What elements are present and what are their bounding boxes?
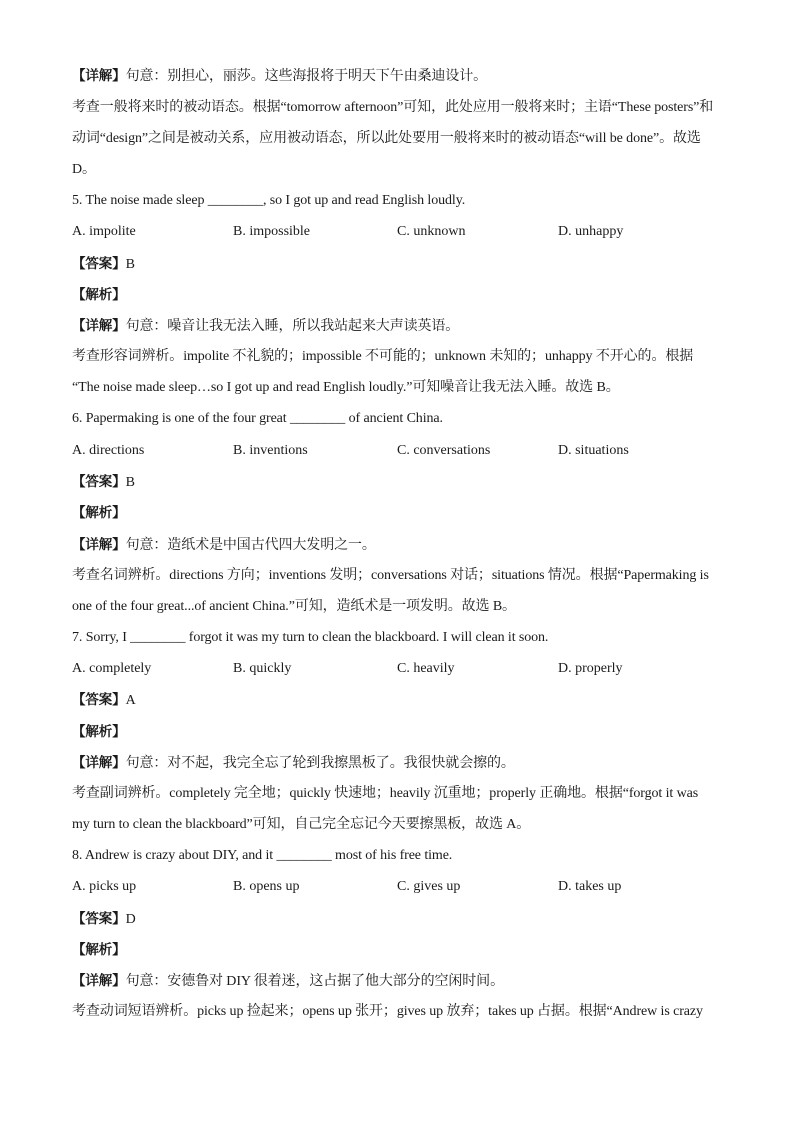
explanation-line: D。 [72,162,96,177]
detail-line-q6 [72,535,724,556]
option-d: D. unhappy [558,224,624,239]
answer-value: A [125,693,136,708]
detail-text: 句意：安德鲁对 DIY 很着迷，这占据了他大部分的空闲时间。 [125,974,504,989]
analysis-tag: 【解析】 [72,505,126,521]
explanation-line: “The noise made sleep…so I got up and read English loudly.”可知噪音让我无法入睡。故选 B。 [72,380,620,395]
option-d: D. properly [558,661,623,676]
explanation-line: 考查形容词辨析。impolite 不礼貌的；impossible 不可能的；unknown 未知的；unhappy 不开心的。根据 [72,349,694,364]
explanation-line: 动词“design”之间是被动关系，应用被动语态，所以此处要用一般将来时的被动语态“will be done”。故选 [72,131,701,146]
options-q5 [72,222,732,242]
option-c: C. gives up [397,879,461,894]
detail-tag: 【详解】 [72,318,126,334]
question-8: 8. Andrew is crazy about DIY, and it ________ most of his free time. [72,848,453,863]
option-b: B. quickly [233,661,292,676]
option-a: A. impolite [72,224,136,239]
option-a: A. completely [72,661,152,676]
detail-line-q4 [72,66,724,87]
answer-tag: 【答案】 [72,474,126,490]
answer-line-q8 [72,909,724,930]
option-a: A. picks up [72,879,137,894]
answer-value: B [125,475,135,490]
explanation-line: 考查一般将来时的被动语态。根据“tomorrow afternoon”可知，此处应用一般将来时；主语“These posters”和 [72,100,714,115]
detail-text: 句意：别担心，丽莎。这些海报将于明天下午由桑迪设计。 [125,69,488,84]
analysis-heading-q8 [72,940,724,961]
analysis-tag: 【解析】 [72,287,126,303]
analysis-heading-q7 [72,722,724,743]
detail-text: 句意：对不起，我完全忘了轮到我擦黑板了。我很快就会擦的。 [125,756,515,771]
analysis-tag: 【解析】 [72,942,126,958]
question-7: 7. Sorry, I ________ forgot it was my turn to clean the blackboard. I will clean it soon. [72,630,549,645]
option-c: C. heavily [397,661,455,676]
answer-tag: 【答案】 [72,692,126,708]
answer-line-q6 [72,472,724,493]
question-6: 6. Papermaking is one of the four great ________ of ancient China. [72,411,443,426]
option-b: B. impossible [233,224,311,239]
analysis-heading-q6 [72,503,724,524]
option-c: C. conversations [397,443,491,458]
explanation-line: 考查动词短语辨析。picks up 捡起来；opens up 张开；gives up 放弃；takes up 占据。根据“Andrew is crazy [72,1004,703,1019]
option-a: A. directions [72,443,145,458]
explanation-line: my turn to clean the blackboard”可知，自己完全忘记今天要擦黑板，故选 A。 [72,817,531,832]
options-q6 [72,441,732,461]
detail-tag: 【详解】 [72,755,126,771]
detail-line-q5 [72,316,724,337]
detail-tag: 【详解】 [72,68,126,84]
analysis-tag: 【解析】 [72,724,126,740]
detail-tag: 【详解】 [72,973,126,989]
detail-line-q8 [72,971,724,992]
answer-tag: 【答案】 [72,256,126,272]
detail-tag: 【详解】 [72,537,126,553]
option-c: C. unknown [397,224,466,239]
explanation-line: 考查副词辨析。completely 完全地；quickly 快速地；heavily 沉重地；properly 正确地。根据“forgot it was [72,786,699,801]
question-5: 5. The noise made sleep ________, so I got up and read English loudly. [72,193,466,208]
option-b: B. inventions [233,443,308,458]
option-d: D. takes up [558,879,622,894]
answer-tag: 【答案】 [72,911,126,927]
detail-line-q7 [72,753,724,774]
options-q8 [72,877,732,897]
explanation-line: 考查名词辨析。directions 方向；inventions 发明；conversations 对话；situations 情况。根据“Papermaking is [72,568,709,583]
detail-text: 句意：造纸术是中国古代四大发明之一。 [125,538,376,553]
option-d: D. situations [558,443,629,458]
options-q7 [72,659,732,679]
analysis-heading-q5 [72,285,724,306]
answer-line-q5 [72,254,724,275]
answer-value: D [125,912,136,927]
answer-value: B [125,257,135,272]
detail-text: 句意：噪音让我无法入睡，所以我站起来大声读英语。 [125,319,460,334]
answer-line-q7 [72,690,724,711]
option-b: B. opens up [233,879,300,894]
explanation-line: one of the four great...of ancient China.”可知，造纸术是一项发明。故选 B。 [72,599,516,614]
